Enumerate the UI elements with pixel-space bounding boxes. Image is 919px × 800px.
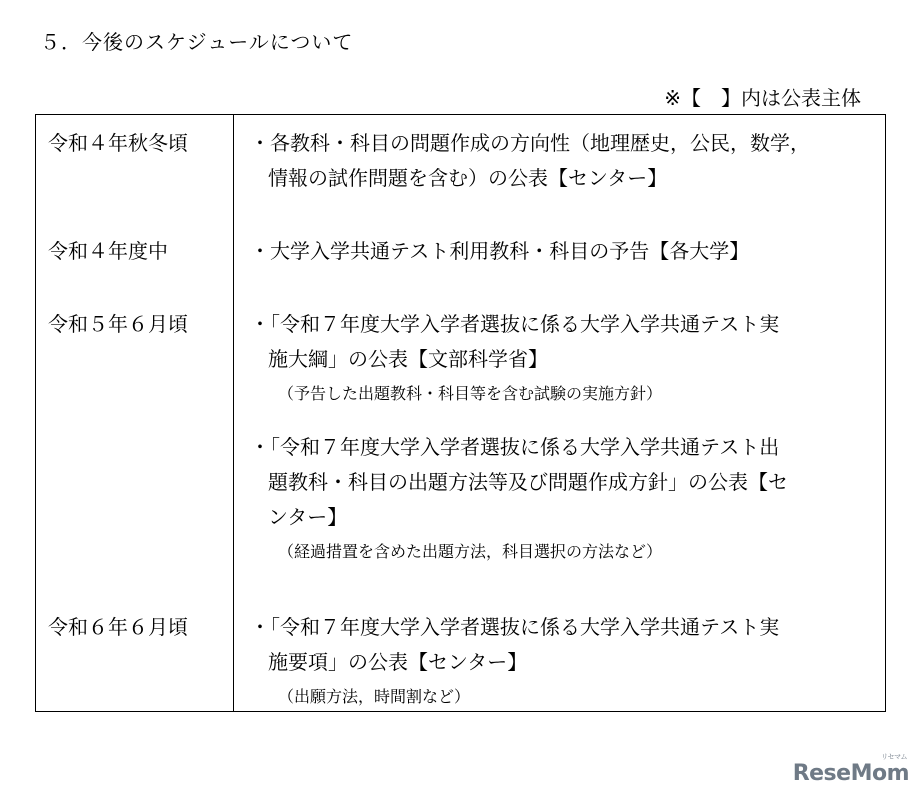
period-label: 令和６年６月頃: [48, 615, 188, 639]
column-divider: [233, 115, 234, 711]
schedule-table: [35, 114, 886, 712]
item-text: ・大学入学共通テスト利用教科・科目の予告【各大学】: [250, 239, 750, 263]
section-heading: ５．今後のスケジュールについて: [40, 30, 354, 54]
period-label: 令和５年６月頃: [48, 312, 188, 336]
item-text: ンター】: [268, 505, 348, 529]
period-label: 令和４年秋冬頃: [48, 131, 188, 155]
period-label: 令和４年度中: [48, 239, 168, 263]
item-text: ・「令和７年度大学入学者選抜に係る大学入学共通テスト実: [250, 312, 780, 336]
item-text: 施要項」の公表【センター】: [268, 650, 528, 674]
item-subnote: （出願方法，時間割など）: [278, 687, 471, 706]
item-subnote: （経過措置を含めた出題方法，科目選択の方法など）: [278, 542, 663, 561]
logo-text: ReseMom: [792, 761, 909, 786]
item-text: ・「令和７年度大学入学者選抜に係る大学入学共通テスト出: [250, 435, 780, 459]
item-subnote: （予告した出題教科・科目等を含む試験の実施方針）: [278, 384, 663, 403]
publisher-note: ※【 】内は公表主体: [664, 86, 861, 110]
item-text: 題教科・科目の出題方法等及び問題作成方針」の公表【セ: [268, 470, 788, 494]
item-text: 情報の試作問題を含む）の公表【センター】: [268, 166, 668, 190]
resemom-logo: [792, 753, 909, 786]
item-text: ・「令和７年度大学入学者選抜に係る大学入学共通テスト実: [250, 615, 780, 639]
item-text: 施大綱」の公表【文部科学省】: [268, 347, 548, 371]
item-text: ・各教科・科目の問題作成の方向性（地理歴史，公民，数学，: [250, 131, 810, 155]
logo-small-text: リセマム: [881, 753, 907, 761]
